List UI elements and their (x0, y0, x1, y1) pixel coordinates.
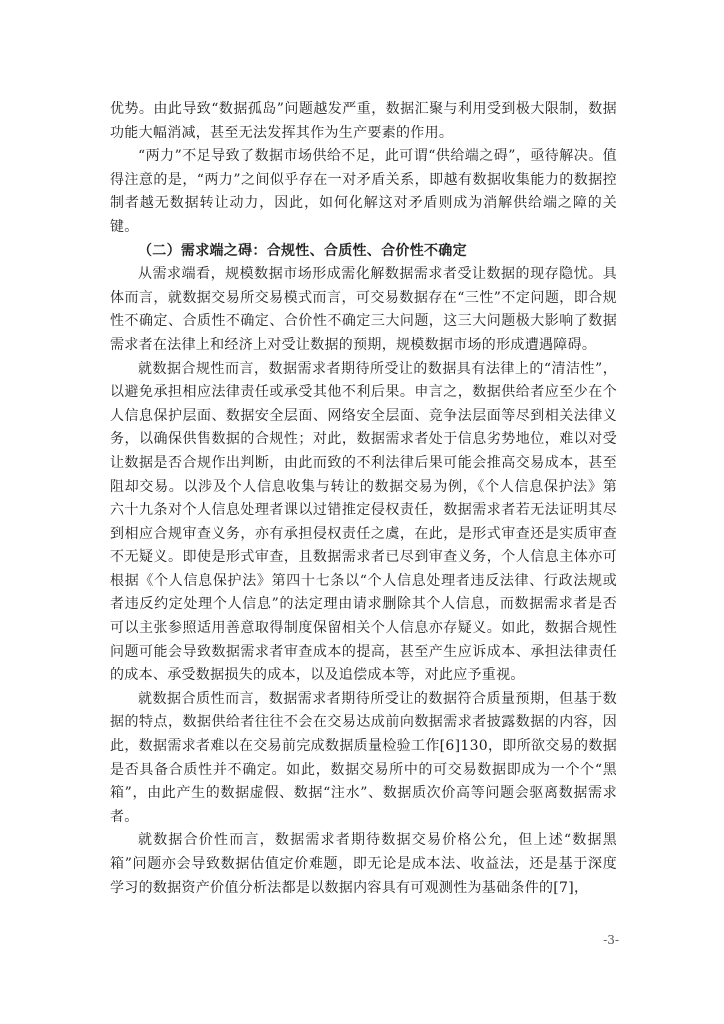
paragraph-1: 优势。由此导致“数据孤岛”问题越发严重，数据汇聚与利用受到极大限制，数据功能大幅消减，甚至无法发挥其作为生产要素的作用。 (110, 101, 617, 141)
paragraph-3: 从需求端看，规模数据市场形成需化解数据需求者受让数据的现存隐忧。具体而言，就数据交易所交易模式而言，可交易数据存在“三性”不定问题，即合规性不确定、合质性不确定、合价性不确定三大问题，这三大问题极大影响了数据需求者在法律上和经济上对受让数据的预期，规模数据市场的形成遭遇障碍。 (110, 266, 617, 353)
page-number: -3- (603, 933, 619, 947)
paragraph-2: “两力”不足导致了数据市场供给不足，此可谓“供给端之碍”，亟待解决。值得注意的是，“两力”之间似乎存在一对矛盾关系，即越有数据收集能力的数据控制者越无数据转让动力，因此，如何化解这对矛盾则成为消解供给端之障的关键。 (110, 148, 617, 235)
paragraph-5: 就数据合质性而言，数据需求者期待所受让的数据符合质量预期，但基于数据的特点，数据供给者往往不会在交易达成前向数据需求者披露数据的内容，因此，数据需求者难以在交易前完成数据质量检验工作[6]130，即所欲交易的数据是否具备合质性并不确定。如此，数据交易所中的可交易数据即成为一个个“黑箱”，由此产生的数据虚假、数据“注水”、数据质次价高等问题会驱离数据需求者。 (110, 690, 617, 825)
paragraph-4: 就数据合规性而言，数据需求者期待所受让的数据具有法律上的“清洁性”，以避免承担相应法律责任或承受其他不利后果。申言之，数据供给者应至少在个人信息保护层面、数据安全层面、网络安全层面、竞争法层面等尽到相关法律义务，以确保供售数据的合规性；对此，数据需求者处于信息劣势地位，难以对受让数据是否合规作出判断，由此而致的不利法律后果可能会推高交易成本，甚至阻却交易。以涉及个人信息收集与转让的数据交易为例，《个人信息保护法》第六十九条对个人信息处理者课以过错推定侵权责任，数据需求者若无法证明其尽到相应合规审查义务，亦有承担侵权责任之虞，在此，是形式审查还是实质审查不无疑义。即使是形式审查，且数据需求者已尽到审查义务，个人信息主体亦可根据《个人信息保护法》第四十七条以“个人信息处理者违反法律、行政法规或者违反约定处理个人信息”的法定理由请求删除其个人信息，而数据需求者是否可以主张参照适用善意取得制度保留相关个人信息亦存疑义。如此，数据合规性问题可能会导致数据需求者审查成本的提高，甚至产生应诉成本、承担法律责任的成本、承受数据损失的成本，以及追偿成本等，对此应予重视。 (110, 360, 617, 684)
document-body (110, 98, 617, 900)
section-heading: （二）需求端之碍：合规性、合质性、合价性不确定 (138, 242, 467, 259)
paragraph-6: 就数据合价性而言，数据需求者期待数据交易价格公允，但上述“数据黑箱”问题亦会导致数据估值定价难题，即无论是成本法、收益法，还是基于深度学习的数据资产价值分析法都是以数据内容具有可观测性为基础条件的[7]， (110, 832, 617, 896)
